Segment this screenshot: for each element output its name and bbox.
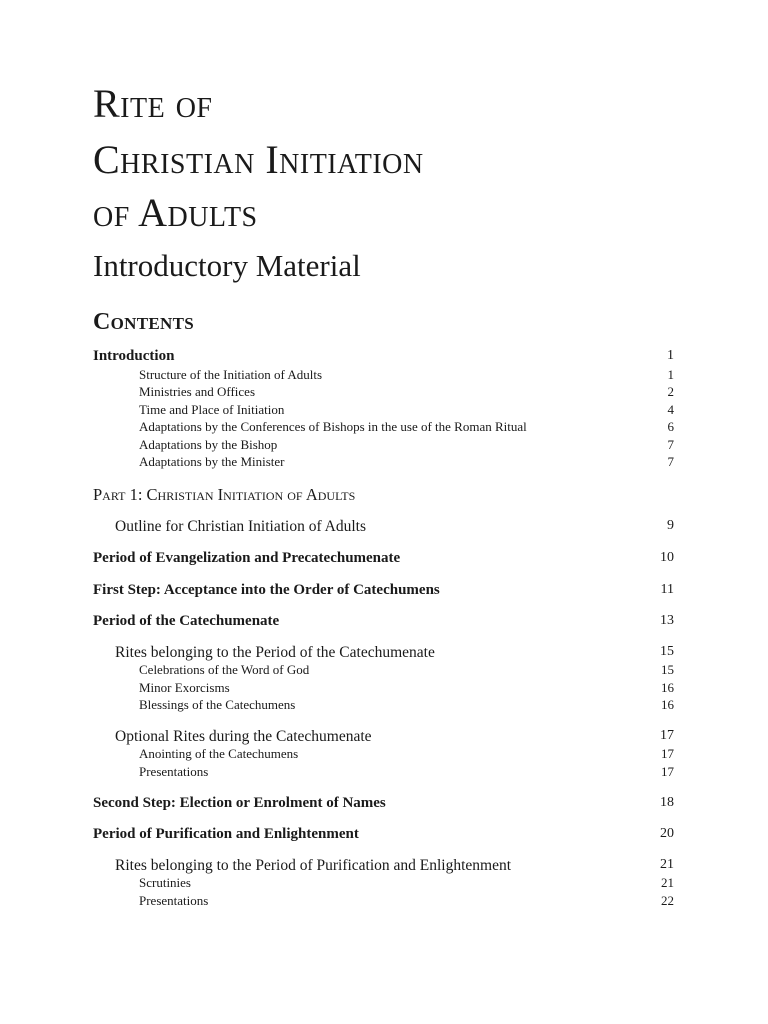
toc-page-number: 15 [660, 644, 674, 659]
toc-page-number: 21 [661, 875, 674, 890]
toc-page-number: 9 [667, 518, 674, 533]
toc-page-number: 15 [661, 662, 674, 677]
toc-page-number: 10 [660, 550, 674, 565]
toc-entry-label: Adaptations by the Minister [139, 454, 285, 469]
toc-page-number: 17 [660, 728, 674, 743]
toc-entry-label: Minor Exorcisms [139, 680, 230, 695]
toc-entry-label: Period of the Catechumenate [93, 613, 280, 629]
toc-entry-label: Period of Evangelization and Precatechumenate [93, 550, 401, 566]
toc-page-number: 6 [667, 419, 674, 434]
toc-entry-label: Outline for Christian Initiation of Adults [115, 518, 366, 535]
toc-page-number: 18 [660, 795, 674, 810]
toc-entry-label: Adaptations by the Bishop [139, 437, 278, 452]
toc-page-number: 11 [660, 582, 674, 597]
toc-entry-label: Presentations [139, 764, 209, 779]
title-line-3: of Adults [93, 190, 258, 235]
toc-page-number: 13 [660, 613, 674, 628]
toc-entry-label: Structure of the Initiation of Adults [139, 367, 323, 382]
subtitle: Introductory Material [93, 248, 361, 283]
toc-page-number: 20 [660, 826, 674, 841]
toc-page-number: 1 [667, 367, 674, 382]
toc-entry-label: Introduction [93, 348, 175, 364]
toc-page-number: 17 [661, 746, 674, 761]
toc-page-number: 16 [661, 680, 674, 695]
toc-page-number: 1 [667, 348, 674, 363]
toc-entry-label: Presentations [139, 893, 209, 908]
contents-heading: Contents [93, 309, 194, 335]
toc-page-number: 17 [661, 764, 674, 779]
toc-entry-label: Optional Rites during the Catechumenate [115, 728, 372, 745]
toc-entry-label: Second Step: Election or Enrolment of Names [93, 795, 386, 811]
title-line-1: Rite of [93, 81, 213, 126]
toc-page-number: 7 [667, 454, 674, 469]
toc-entry-label: Scrutinies [139, 875, 191, 890]
toc-page-number: 21 [660, 857, 674, 872]
toc-entry-label: Celebrations of the Word of God [139, 662, 310, 677]
toc-page-number: 2 [667, 384, 674, 399]
title-line-2: Christian Initiation [93, 137, 424, 182]
toc-entry-label: Adaptations by the Conferences of Bishops in the use of the Roman Ritual [139, 419, 527, 434]
toc-entry-label: First Step: Acceptance into the Order of Catechumens [93, 582, 440, 598]
toc-page-number: 7 [667, 437, 674, 452]
toc-entry-label: Ministries and Offices [139, 384, 256, 399]
toc-entry-label: Blessings of the Catechumens [139, 697, 296, 712]
toc-page-number: 16 [661, 697, 674, 712]
toc-entry-label: Rites belonging to the Period of Purification and Enlightenment [115, 857, 512, 874]
toc-entry-label: Anointing of the Catechumens [139, 746, 299, 761]
toc-entry-label: Rites belonging to the Period of the Catechumenate [115, 644, 435, 661]
toc-entry-label: Period of Purification and Enlightenment [93, 826, 359, 842]
toc-entry-label: Part 1: Christian Initiation of Adults [93, 485, 356, 504]
toc-page-number: 4 [667, 402, 674, 417]
toc-page-number: 22 [661, 893, 674, 908]
toc-entry-label: Time and Place of Initiation [139, 402, 285, 417]
